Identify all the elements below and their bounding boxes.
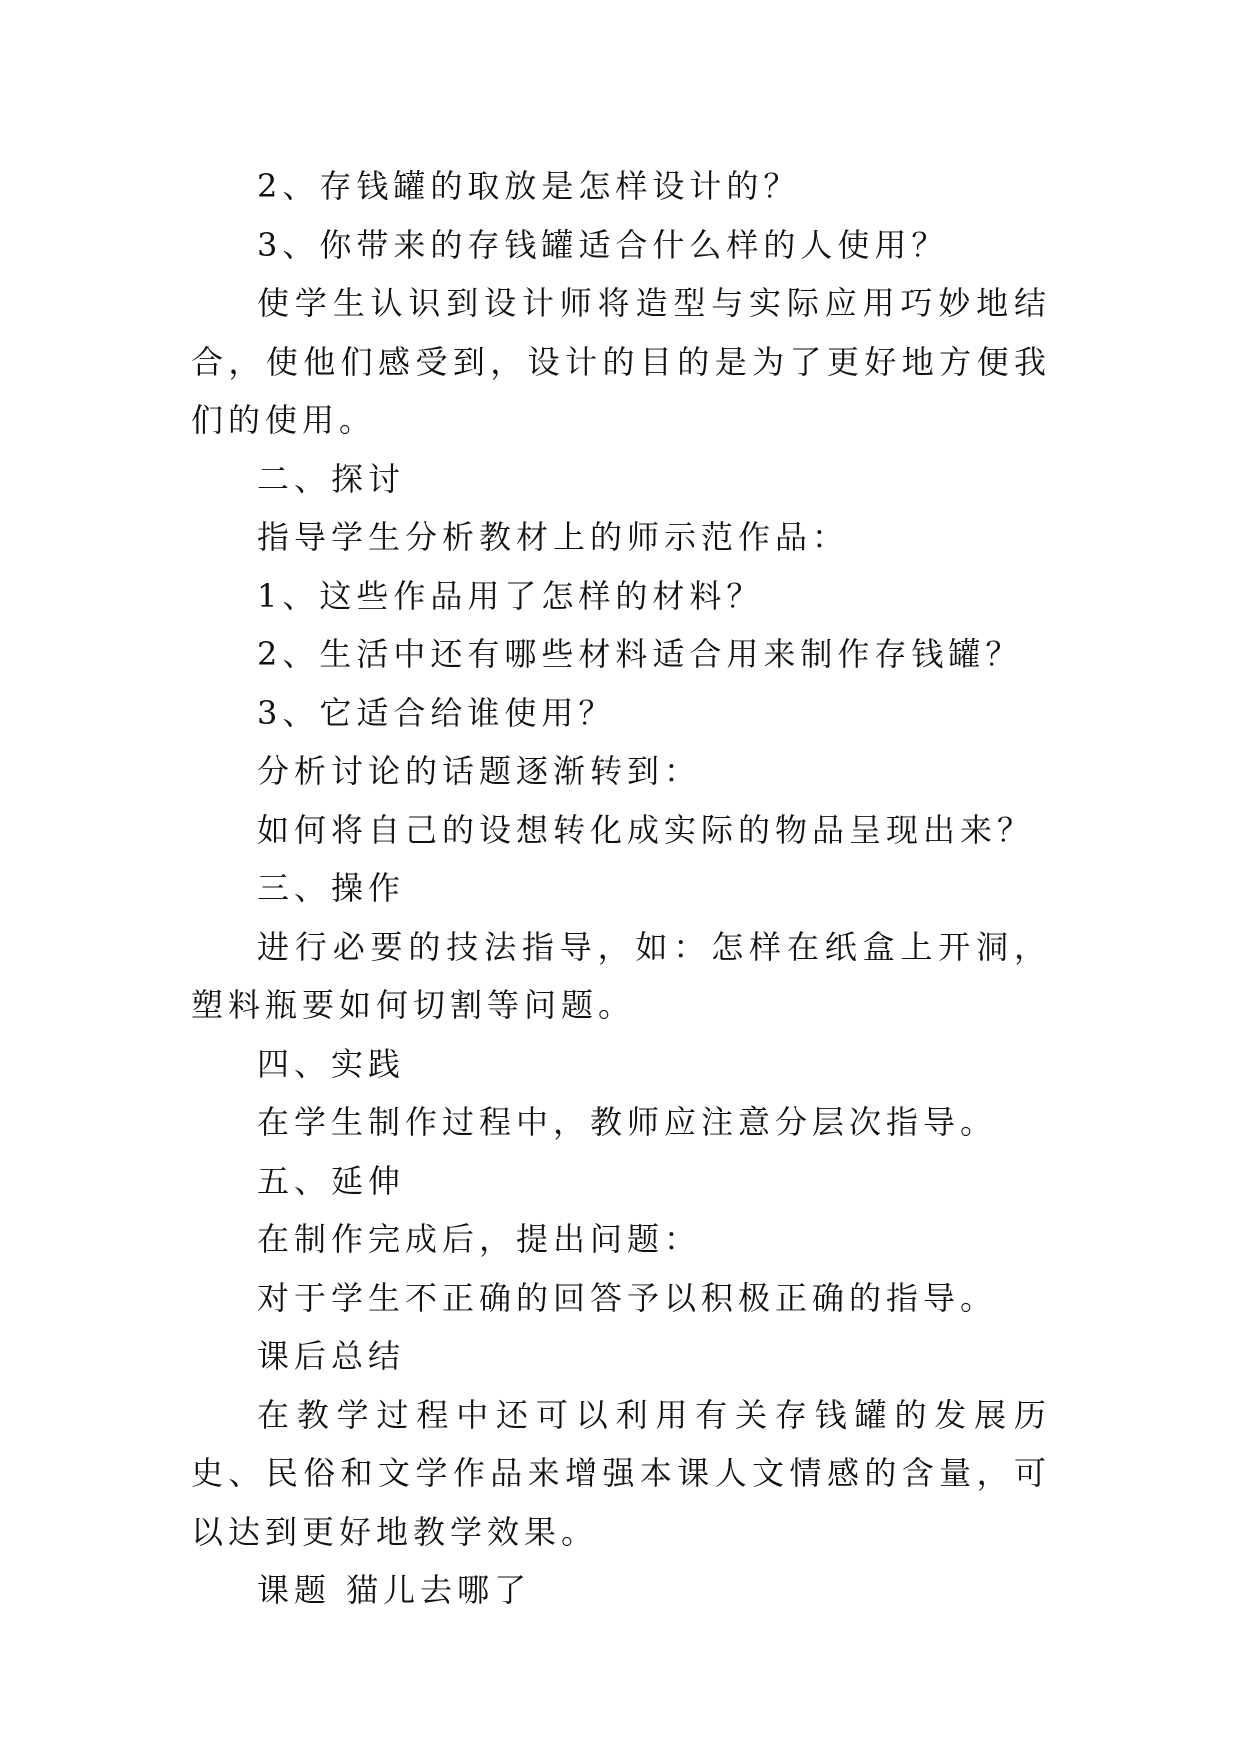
paragraph: 在制作完成后，提出问题：	[257, 1220, 702, 1258]
paragraph: 1、这些作品用了怎样的材料？	[257, 576, 764, 615]
paragraph: 分析讨论的话题逐渐转到：	[257, 752, 702, 790]
paragraph: 在教学过程中还可以利用有关存钱罐的发展历史、民俗和文学作品来增强本课人文情感的含量，可以达到更好地教学效果。	[191, 1395, 1051, 1551]
section-heading: 五、延伸	[257, 1161, 406, 1200]
section-heading: 二、探讨	[257, 459, 406, 498]
paragraph: 指导学生分析教材上的师示范作品：	[257, 518, 850, 556]
paragraph: 在学生制作过程中，教师应注意分层次指导。	[257, 1103, 998, 1141]
paragraph: 使学生认识到设计师将造型与实际应用巧妙地结合，使他们感受到，设计的目的是为了更好地方便我们的使用。	[191, 284, 1051, 439]
paragraph: 3、它适合给谁使用？	[257, 693, 616, 732]
lesson-title: 课题 猫儿去哪了	[257, 1571, 532, 1609]
section-heading: 四、实践	[257, 1044, 406, 1083]
paragraph: 如何将自己的设想转化成实际的物品呈现出来？	[257, 810, 1035, 849]
paragraph: 对于学生不正确的回答予以积极正确的指导。	[257, 1278, 998, 1317]
paragraph: 3、你带来的存钱罐适合什么样的人使用？	[257, 225, 949, 264]
paragraph: 2、生活中还有哪些材料适合用来制作存钱罐？	[257, 635, 1023, 673]
paragraph: 2、存钱罐的取放是怎样设计的？	[257, 167, 801, 205]
section-heading: 三、操作	[257, 869, 406, 907]
document-body	[191, 157, 1051, 1620]
paragraph: 进行必要的技法指导，如：怎样在纸盒上开洞，塑料瓶要如何切割等问题。	[191, 927, 1051, 1024]
section-heading: 课后总结	[257, 1337, 406, 1375]
